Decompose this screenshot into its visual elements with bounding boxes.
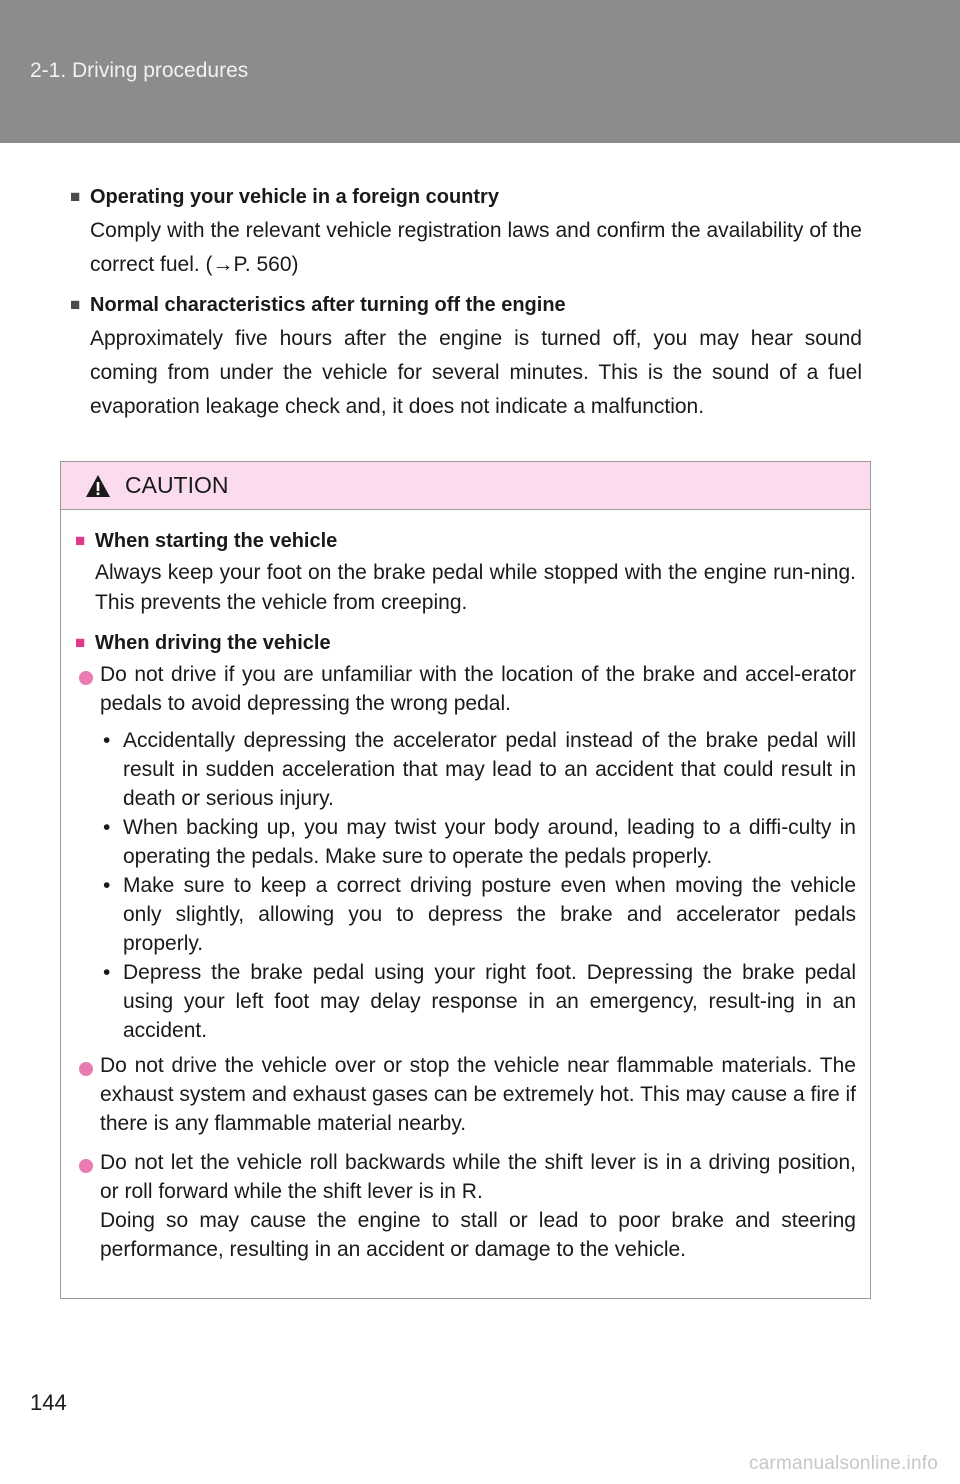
caution-sub-list [75,726,856,1045]
square-bullet-icon: ■ [70,295,81,314]
intro-text-engine-off: Approximately five hours after the engine is turned off, you may hear sound coming from under the vehicle for several minutes. This is the sound of a fuel evaporation leakage check and, it does not indicate a malfunction. [90,327,862,418]
caution-body [61,510,870,1264]
warning-triangle-icon [85,474,111,498]
sub-list-item: • Make sure to keep a correct driving posture even when moving the vehicle only slightly, allowing you to depress the brake and accelerator pedals properly. [103,871,856,958]
watermark: carmanualsonline.info [748,1453,938,1474]
square-bullet-icon: ■ [75,531,86,550]
sub-list-item: • Depress the brake pedal using your right foot. Depressing the brake pedal using your left foot may delay response in an emergency, result-ing in an accident. [103,958,856,1045]
caution-bullet: Do not drive if you are unfamiliar with the location of the brake and accel-erator pedals to avoid depressing the wrong pedal. [75,660,856,718]
caution-heading-driving: ■ When driving the vehicle [75,626,856,660]
square-bullet-icon: ■ [75,633,86,652]
sub-list-item: • When backing up, you may twist your body around, leading to a diffi-culty in operating the pedals. Make sure to operate the pedals properly. [103,813,856,871]
dot-bullet-icon: • [103,874,111,897]
square-bullet-icon: ■ [70,187,81,206]
intro-heading-foreign: ■ Operating your vehicle in a foreign country [70,180,862,214]
caution-bullet: Do not let the vehicle roll backwards while the shift lever is in a driving position, or roll forward while the shift lever is in R. Doing so may cause the engine to stall or lead to poor brake and steering performance, resulting in an accident or damage to the vehicle. [75,1148,856,1264]
dot-bullet-icon: • [103,961,111,984]
page-header [0,0,960,143]
caution-text-starting: Always keep your foot on the brake pedal while stopped with the engine run-ning. This prevents the vehicle from creeping. [95,561,856,614]
intro-heading-engine-off: ■ Normal characteristics after turning off the engine [70,288,862,322]
caution-box [60,461,871,1299]
caution-header [61,462,870,510]
dot-bullet-icon: • [103,816,111,839]
section-title: 2-1. Driving procedures [30,59,249,82]
intro-content [70,180,862,430]
dot-bullet-icon: • [103,729,111,752]
circle-bullet-icon [79,1062,93,1076]
circle-bullet-icon [79,671,93,685]
caution-heading-starting: ■ When starting the vehicle [75,524,856,558]
circle-bullet-icon [79,1159,93,1173]
page-number: 144 [30,1390,67,1415]
caution-bullet: Do not drive the vehicle over or stop the vehicle near flammable materials. The exhaust system and exhaust gases can be extremely hot. This may cause a fire if there is any flammable material nearby. [75,1051,856,1138]
caution-title: CAUTION [125,472,229,498]
intro-text-foreign: Comply with the relevant vehicle registration laws and confirm the availability of the correct fuel. (→P. 560) [90,219,862,276]
sub-list-item: • Accidentally depressing the accelerator pedal instead of the brake pedal will result in sudden acceleration that may lead to an accident that could result in death or serious injury. [103,726,856,813]
